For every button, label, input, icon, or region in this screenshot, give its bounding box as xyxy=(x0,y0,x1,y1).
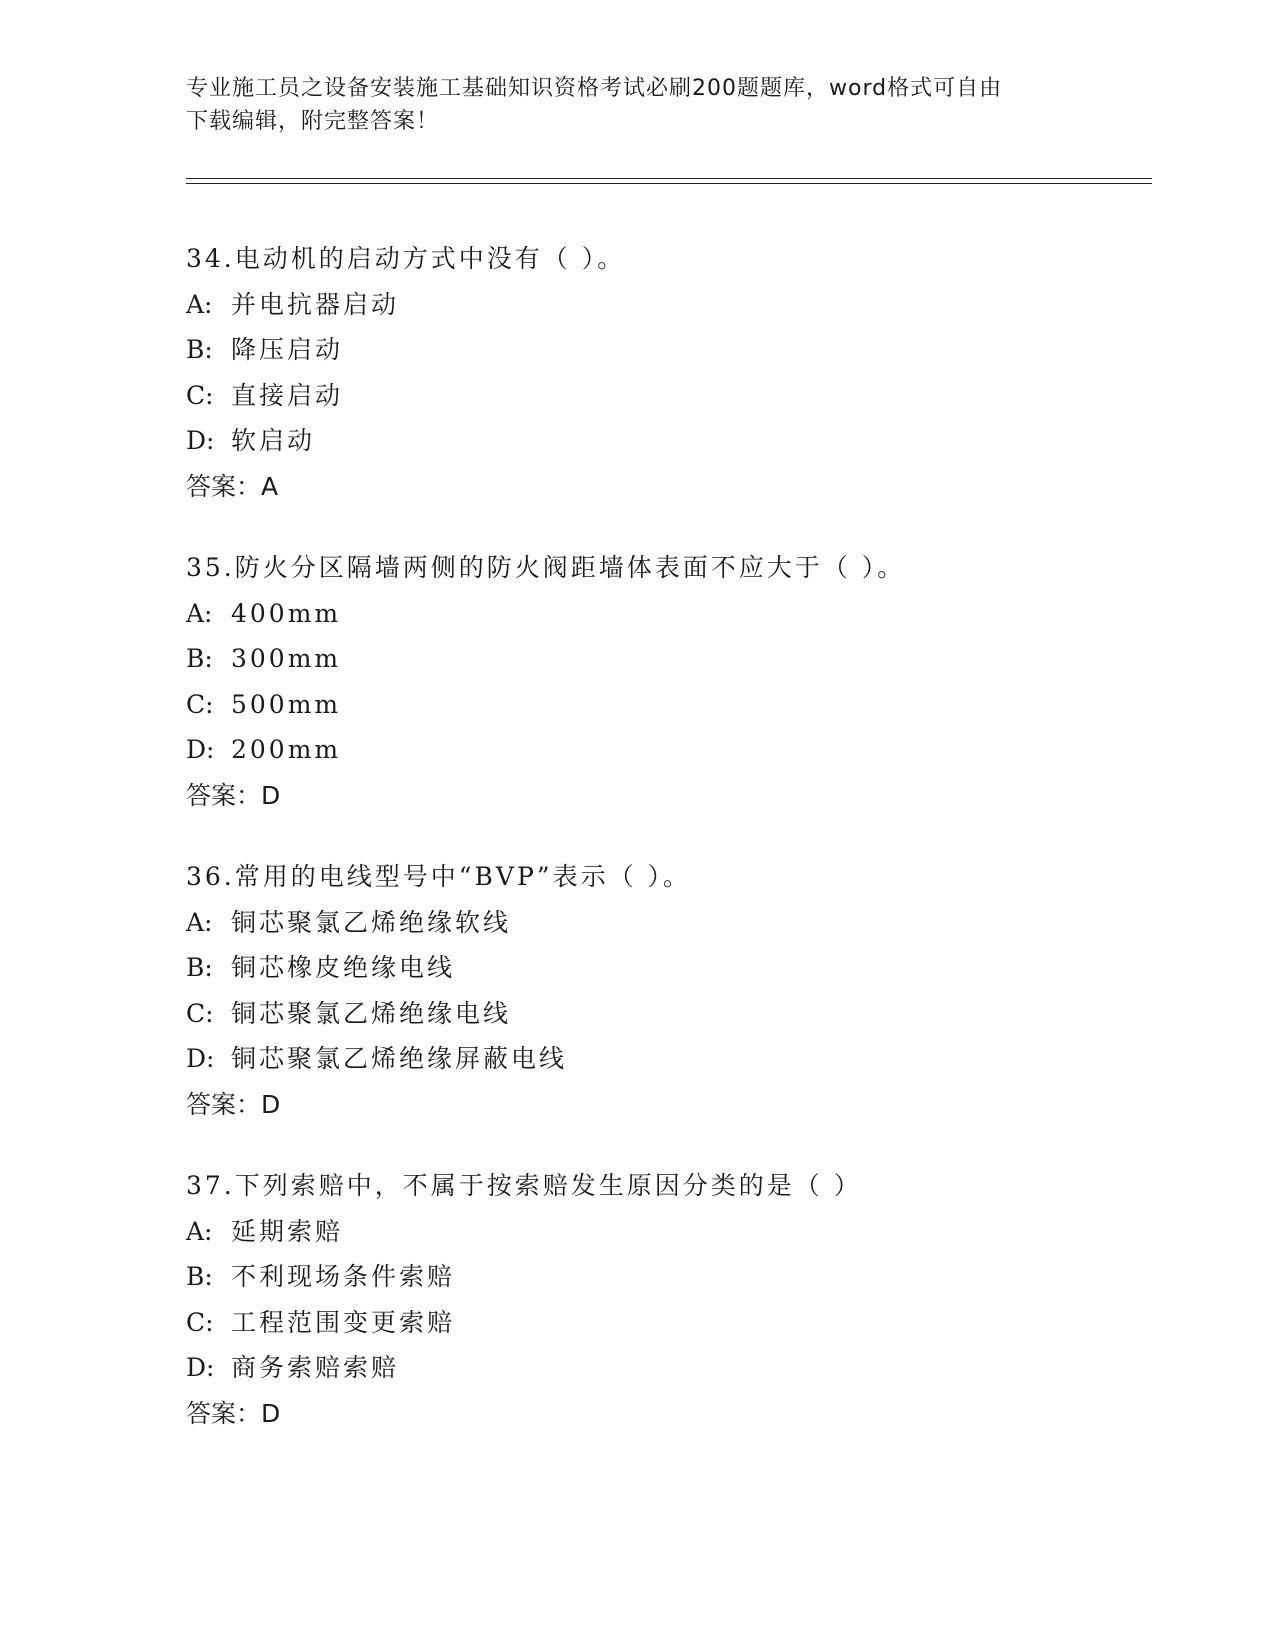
option-text: 300mm xyxy=(231,644,342,673)
option-text: 工程范围变更索赔 xyxy=(231,1307,456,1337)
option-text: 直接启动 xyxy=(231,380,344,410)
question-item xyxy=(186,854,1146,1127)
option-letter: A: xyxy=(186,1216,213,1246)
question-stem: 37.下列索赔中，不属于按索赔发生原因分类的是（ ） xyxy=(186,1171,862,1200)
option-text: 500mm xyxy=(231,689,342,719)
option-text: 铜芯聚氯乙烯绝缘屏蔽电线 xyxy=(231,1044,568,1073)
option-text: 铜芯橡皮绝缘电线 xyxy=(231,953,456,982)
option-letter: B: xyxy=(186,953,213,982)
question-stem: 34.电动机的启动方式中没有（ ）。 xyxy=(186,244,626,273)
option-letter: B: xyxy=(186,644,213,673)
option-d xyxy=(186,418,1146,464)
option-letter: D: xyxy=(186,735,215,764)
option-letter: D: xyxy=(186,1353,215,1382)
option-text: 铜芯聚氯乙烯绝缘电线 xyxy=(231,998,512,1028)
header-divider-top xyxy=(186,178,1152,179)
option-text: 400mm xyxy=(231,598,342,628)
option-text: 并电抗器启动 xyxy=(231,289,400,319)
option-text: 降压启动 xyxy=(231,335,344,364)
option-letter: C: xyxy=(186,380,214,410)
option-letter: B: xyxy=(186,335,213,364)
option-b xyxy=(186,1254,1146,1300)
option-text: 200mm xyxy=(231,735,342,764)
question-stem: 36.常用的电线型号中“BVP”表示（ ）。 xyxy=(186,862,692,891)
option-text: 软启动 xyxy=(231,426,316,455)
question-item xyxy=(186,1163,1146,1436)
option-a xyxy=(186,591,1146,637)
option-text: 延期索赔 xyxy=(231,1216,344,1246)
option-letter: A: xyxy=(186,289,213,319)
option-text: 铜芯聚氯乙烯绝缘软线 xyxy=(231,907,512,937)
option-d xyxy=(186,1036,1146,1082)
question-list xyxy=(186,236,1146,1472)
answer-line: 答案：A xyxy=(186,471,279,501)
header-divider-bottom xyxy=(186,183,1152,184)
option-c xyxy=(186,991,1146,1037)
question-item xyxy=(186,236,1146,509)
option-letter: C: xyxy=(186,1307,214,1337)
option-c xyxy=(186,1300,1146,1346)
option-letter: B: xyxy=(186,1262,213,1291)
option-c xyxy=(186,373,1146,419)
option-b xyxy=(186,327,1146,373)
question-stem: 35.防火分区隔墙两侧的防火阀距墙体表面不应大于（ ）。 xyxy=(186,553,906,582)
option-c xyxy=(186,682,1146,728)
option-letter: D: xyxy=(186,426,215,455)
option-letter: A: xyxy=(186,907,213,937)
option-letter: C: xyxy=(186,998,214,1028)
option-a xyxy=(186,1209,1146,1255)
option-letter: C: xyxy=(186,689,214,719)
option-letter: D: xyxy=(186,1044,215,1073)
answer-line: 答案：D xyxy=(186,1089,281,1119)
option-d xyxy=(186,1345,1146,1391)
answer-line: 答案：D xyxy=(186,780,281,810)
option-text: 不利现场条件索赔 xyxy=(231,1262,456,1291)
option-a xyxy=(186,900,1146,946)
header-line-2: 下载编辑，附完整答案！ xyxy=(186,109,440,134)
option-d xyxy=(186,727,1146,773)
question-item xyxy=(186,545,1146,818)
option-letter: A: xyxy=(186,598,213,628)
answer-line: 答案：D xyxy=(186,1398,281,1428)
option-b xyxy=(186,636,1146,682)
option-a xyxy=(186,282,1146,328)
option-b xyxy=(186,945,1146,991)
document-header xyxy=(186,72,1086,138)
option-text: 商务索赔索赔 xyxy=(231,1353,400,1382)
header-line-1: 专业施工员之设备安装施工基础知识资格考试必刷200题题库，word格式可自由 xyxy=(186,76,1003,101)
